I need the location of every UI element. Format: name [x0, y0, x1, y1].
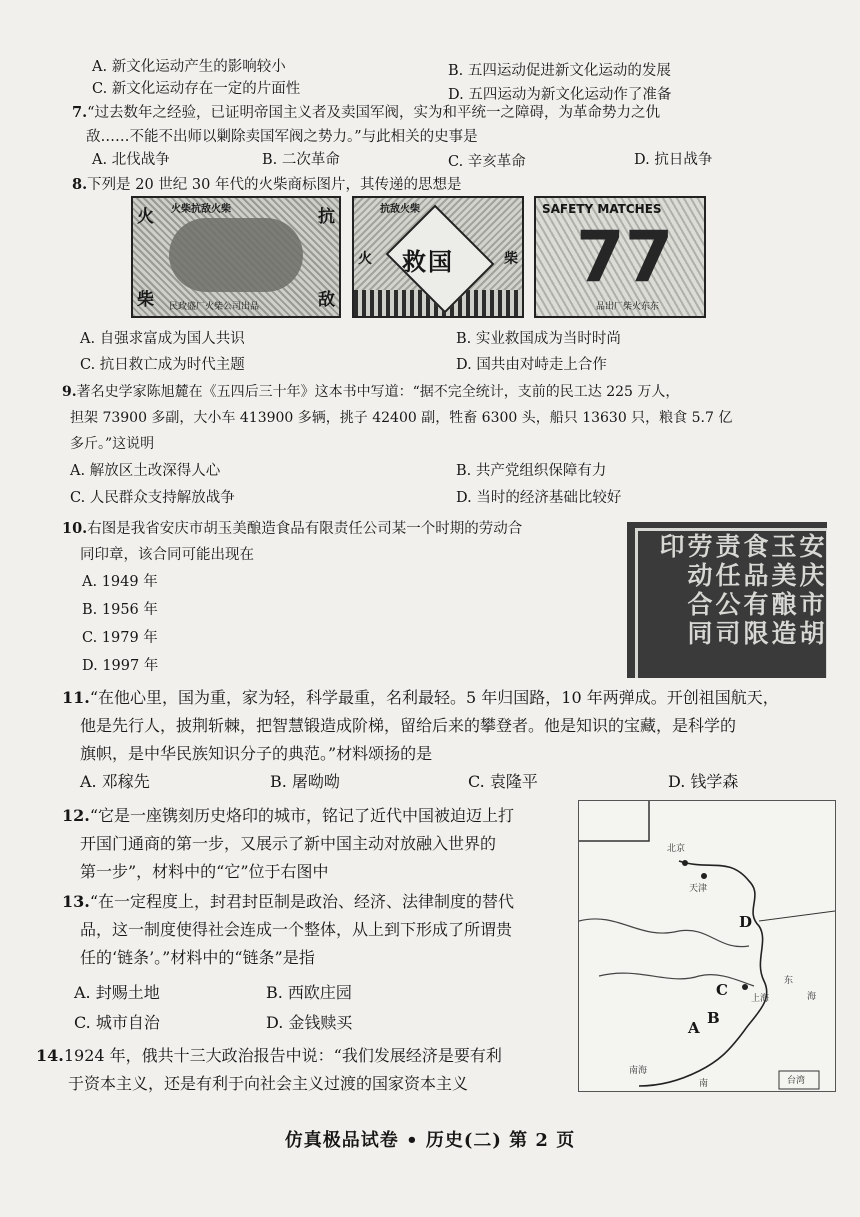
- q13-stem-line2: 品，这一制度使得社会连成一个整体，从上到下形成了所谓贵: [80, 920, 513, 939]
- q13-stem-line3: 任的‘链条’。”材料中的“链条”是指: [80, 948, 315, 967]
- q12-stem-line1: [62, 806, 514, 826]
- label-3-bottom-text: 品出厂柴火东东: [596, 302, 660, 312]
- q12-stem-line3: 第一步”，材料中的“它”位于右图中: [80, 862, 329, 881]
- q10-option-d: D. 1997 年: [82, 658, 159, 674]
- q9-option-d: D. 当时的经济基础比较好: [456, 490, 622, 506]
- q11-option-d: D. 钱学森: [668, 772, 739, 791]
- q10-option-c: C. 1979 年: [82, 630, 158, 646]
- q13-stem-line1: [62, 892, 514, 912]
- q9-option-c: C. 人民群众支持解放战争: [70, 490, 235, 506]
- q7-number: 7.: [72, 104, 88, 121]
- q10-option-a: A. 1949 年: [82, 574, 158, 590]
- page-footer: 仿真极品试卷 • 历史(二) 第 2 页: [284, 1130, 576, 1151]
- q11-stem-line2: 他是先行人，披荆斩棘，把智慧锻造成阶梯，留给后来的攀登者。他是知识的宝藏，是科学的: [80, 716, 737, 735]
- q13-option-d: D. 金钱赎买: [266, 1013, 353, 1032]
- q8-option-c: C. 抗日救亡成为时代主题: [80, 357, 245, 373]
- label-1-corner-tl: 火: [137, 207, 154, 227]
- map-place-taiwan: 台湾: [787, 1076, 806, 1086]
- map-place-nan: 南: [699, 1079, 709, 1089]
- coastline: [639, 861, 770, 1086]
- q14-stem-line1: [36, 1046, 502, 1066]
- label-1-corner-br: 敌: [318, 290, 335, 310]
- q14-number: 14.: [36, 1046, 64, 1065]
- q10-stem-line2: 同印章，该合同可能出现在: [80, 547, 254, 563]
- label-2-center-text: 救国: [402, 247, 454, 276]
- q6-option-b: B. 五四运动促进新文化运动的发展: [448, 63, 671, 79]
- q11-option-c: C. 袁隆平: [468, 772, 538, 791]
- match-label-image-3: [534, 196, 706, 318]
- map-outline-svg: [579, 801, 835, 1091]
- city-dot-tianjin: [701, 873, 707, 879]
- map-label-c: C: [716, 981, 728, 999]
- city-dot-shanghai: [742, 984, 748, 990]
- q7-stem-line2: 敌……不能不出师以剿除卖国军阀之势力。”与此相关的史事是: [86, 129, 478, 145]
- q7-stem-line1: [72, 104, 660, 122]
- q10-stem-line1: [62, 520, 522, 538]
- map-place-nanhai: 南海: [629, 1066, 648, 1076]
- q9-text-1: 著名史学家陈旭麓在《五四后三十年》这本书中写道：“据不完全统计，支前的民工达 225 万人，: [76, 384, 680, 400]
- q8-stem: [72, 176, 461, 194]
- label-2-right-text: 柴: [504, 251, 518, 267]
- q6-option-c: C. 新文化运动存在一定的片面性: [92, 81, 301, 97]
- label-1-corner-bl: 柴: [137, 290, 154, 310]
- q8-number: 8.: [72, 176, 88, 193]
- q8-option-b: B. 实业救国成为当时时尚: [456, 331, 621, 347]
- label-3-top-text: SAFETY MATCHES: [542, 202, 662, 216]
- q13-number: 13.: [62, 892, 90, 911]
- q14-text-1: 1924 年，俄共十三大政治报告中说：“我们发展经济是要有利: [63, 1046, 502, 1065]
- q9-stem-line1: [62, 383, 679, 401]
- label-1-bottom-text: 民政盛厂火柴公司出品: [169, 302, 260, 312]
- seal-text: 安庆市胡玉美酿造食品有限责任公司劳动合同印: [635, 528, 827, 678]
- q13-option-b: B. 西欧庄园: [266, 983, 352, 1002]
- q9-option-a: A. 解放区土改深得人心: [70, 463, 221, 479]
- map-place-dong: 东: [784, 976, 794, 986]
- q8-text: 下列是 20 世纪 30 年代的火柴商标图片，其传递的思想是: [87, 177, 462, 193]
- label-1-corner-tr: 抗: [318, 207, 335, 227]
- q6-option-d: D. 五四运动为新文化运动作了准备: [448, 87, 672, 103]
- map-label-d: D: [739, 913, 753, 931]
- q7-text-1: “过去数年之经验，已证明帝国主义者及卖国军阀，实为和平统一之障碍，为革命势力之仇: [87, 105, 661, 121]
- river-yellow: [579, 919, 749, 947]
- q14-stem-line2: 于资本主义，还是有利于向社会主义过渡的国家资本主义: [68, 1074, 469, 1093]
- q12-text-1: “它是一座镌刻历史烙印的城市，铭记了近代中国被迫迈上打: [89, 806, 515, 825]
- q7-option-c: C. 辛亥革命: [448, 154, 526, 170]
- map-place-tianjin: 天津: [689, 884, 708, 894]
- q12-number: 12.: [62, 806, 90, 825]
- q10-number: 10.: [62, 520, 88, 537]
- map-place-hai: 海: [807, 992, 817, 1002]
- q8-option-d: D. 国共由对峙走上合作: [456, 357, 607, 373]
- label-2-top-text: 抗敌火柴: [380, 204, 420, 215]
- q7-option-a: A. 北伐战争: [92, 152, 170, 168]
- city-dot-beijing: [682, 860, 688, 866]
- map-place-beijing: 北京: [667, 844, 686, 854]
- q9-stem-line2: 担架 73900 多副，大小车 413900 多辆，挑子 42400 副，牲畜 6300 头，船只 13630 只，粮食 5.7 亿: [70, 410, 733, 426]
- q6-option-a: A. 新文化运动产生的影响较小: [92, 59, 286, 75]
- q11-stem-line1: [62, 688, 779, 708]
- q11-stem-line3: 旗帜，是中华民族知识分子的典范。”材料颂扬的是: [80, 744, 433, 763]
- q11-number: 11.: [62, 688, 90, 707]
- q11-option-b: B. 屠呦呦: [270, 772, 340, 791]
- map-label-b: B: [707, 1009, 720, 1027]
- map-inset-border: [579, 801, 649, 841]
- coastal-map: [578, 800, 836, 1092]
- label-2-left-text: 火: [358, 251, 372, 267]
- q9-option-b: B. 共产党组织保障有力: [456, 463, 607, 479]
- q9-number: 9.: [62, 384, 77, 400]
- q13-option-a: A. 封赐土地: [74, 983, 160, 1002]
- q11-option-a: A. 邓稼先: [80, 772, 150, 791]
- q10-option-b: B. 1956 年: [82, 602, 158, 618]
- match-label-image-1: [131, 196, 341, 318]
- map-place-shanghai: 上海: [751, 994, 770, 1004]
- q8-option-a: A. 自强求富成为国人共识: [80, 331, 245, 347]
- q10-text-1: 右图是我省安庆市胡玉美酿造食品有限责任公司某一个时期的劳动合: [87, 521, 523, 537]
- map-label-a: A: [688, 1019, 700, 1037]
- q7-option-d: D. 抗日战争: [634, 152, 713, 168]
- q13-text-1: “在一定程度上，封君封臣制是政治、经济、法律制度的替代: [89, 892, 515, 911]
- q12-stem-line2: 开国门通商的第一步，又展示了新中国主动对放融入世界的: [80, 834, 497, 853]
- map-marker-line: [759, 911, 835, 921]
- match-label-image-2: [352, 196, 524, 318]
- q11-text-1: “在他心里，国为重，家为轻，科学最重，名利最轻。5 年归国路，10 年两弹成。开创祖国航天，: [89, 688, 779, 707]
- river-yangtze: [599, 973, 754, 986]
- label-3-numeral-77: 77: [576, 216, 674, 298]
- q9-stem-line3: 多斤。”这说明: [70, 436, 155, 452]
- q7-option-b: B. 二次革命: [262, 152, 340, 168]
- globe-illustration: [169, 218, 303, 292]
- contract-seal-image: [627, 522, 827, 678]
- label-1-top-text: 火柴抗敌火柴: [171, 204, 231, 215]
- q13-option-c: C. 城市自治: [74, 1013, 160, 1032]
